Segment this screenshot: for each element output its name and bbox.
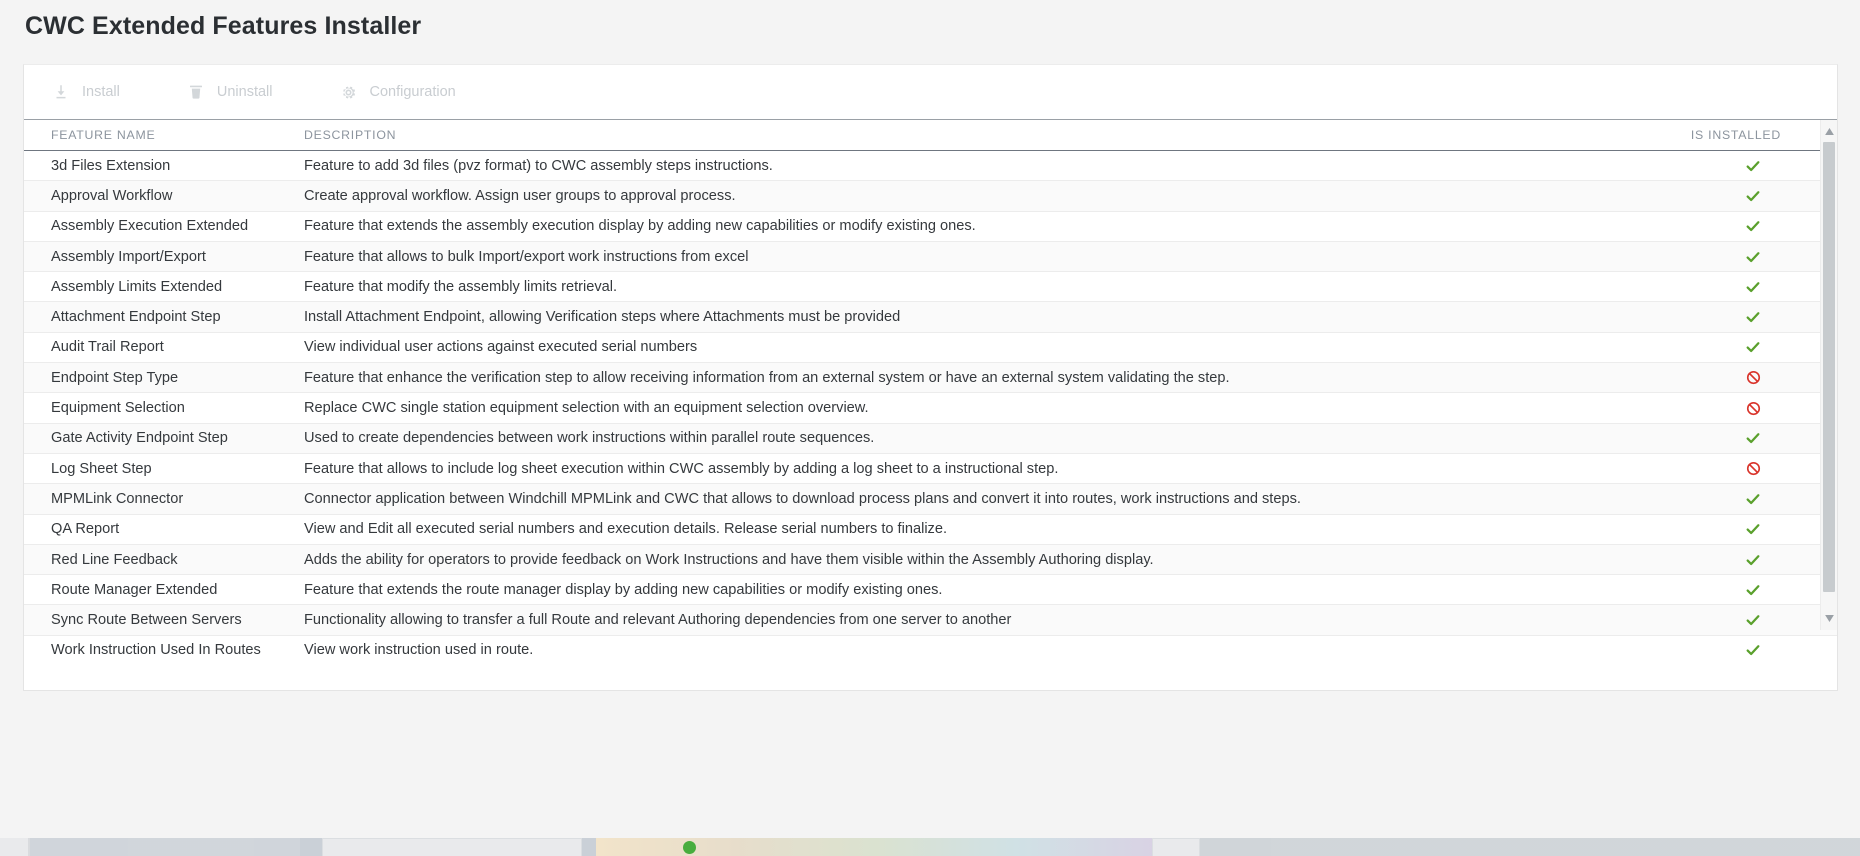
cell-description: Adds the ability for operators to provide feedback on Work Instructions and have them visible within the Assembly Authoring display. [304,551,1154,568]
cell-is-installed [1669,309,1837,325]
cell-feature-name: Assembly Execution Extended [51,218,249,235]
triangle-down-icon[interactable] [1821,610,1838,627]
cell-description: Functionality allowing to transfer a full Route and relevant Authoring dependencies from one server to another [304,612,1012,629]
cell-feature-name: QA Report [51,521,120,538]
check-icon [1745,188,1761,204]
cell-is-installed [1669,249,1837,265]
cell-is-installed [1669,218,1837,234]
install-button[interactable] [51,82,120,102]
check-icon [1745,582,1761,598]
cell-is-installed [1669,461,1837,476]
table-row[interactable] [24,424,1837,454]
check-icon [1745,339,1761,355]
cell-feature-name: Assembly Limits Extended [51,278,223,295]
blocked-icon [1746,401,1761,416]
cell-feature-name: Sync Route Between Servers [51,612,242,629]
cell-feature-name: Route Manager Extended [51,581,218,598]
cell-description: View work instruction used in route. [304,642,534,659]
cell-description: Feature that extends the route manager display by adding new capabilities or modify existing ones. [304,581,943,598]
table-row[interactable] [24,393,1837,423]
check-icon [1745,491,1761,507]
table-row[interactable] [24,212,1837,242]
cell-feature-name: Audit Trail Report [51,339,164,356]
cell-description: Connector application between Windchill MPMLink and CWC that allows to download process plans and convert it into routes, work instructions and steps. [304,490,1301,507]
cell-is-installed [1669,370,1837,385]
cell-description: Feature that enhance the verification step to allow receiving information from an external system or have an external system validating the step. [304,369,1230,386]
cell-feature-name: Attachment Endpoint Step [51,309,221,326]
cell-description: View and Edit all executed serial numbers and execution details. Release serial numbers to finalize. [304,521,948,538]
taskbar-gradient [596,838,1156,856]
configuration-button-label: Configuration [369,83,456,100]
table-row[interactable] [24,454,1837,484]
cell-feature-name: Endpoint Step Type [51,369,179,386]
cell-feature-name: Equipment Selection [51,400,185,417]
column-header-is-installed: IS INSTALLED [1690,128,1781,142]
table-row[interactable] [24,181,1837,211]
column-header-description: DESCRIPTION [304,128,397,142]
check-icon [1745,612,1761,628]
cell-feature-name: Approval Workflow [51,187,173,204]
taskbar-status-dot [683,841,696,854]
check-icon [1745,642,1761,658]
cell-is-installed [1669,401,1837,416]
cell-description: Replace CWC single station equipment selection with an equipment selection overview. [304,400,869,417]
check-icon [1745,249,1761,265]
cell-description: Used to create dependencies between work instructions within parallel route sequences. [304,430,875,447]
cell-feature-name: Gate Activity Endpoint Step [51,430,228,447]
table-row[interactable] [24,151,1837,181]
column-header-feature-name: FEATURE NAME [51,128,156,142]
action-toolbar [24,65,1837,119]
page-title: CWC Extended Features Installer [25,12,422,40]
table-body [24,151,1837,661]
cell-is-installed [1669,612,1837,628]
blocked-icon [1746,461,1761,476]
check-icon [1745,521,1761,537]
cell-feature-name: 3d Files Extension [51,157,171,174]
table-row[interactable] [24,242,1837,272]
cell-feature-name: Work Instruction Used In Routes [51,642,261,659]
trash-icon [186,82,206,102]
cell-is-installed [1669,339,1837,355]
check-icon [1745,279,1761,295]
check-icon [1745,309,1761,325]
table-row[interactable] [24,636,1837,661]
table-row[interactable] [24,515,1837,545]
check-icon [1745,158,1761,174]
table-row[interactable] [24,302,1837,332]
desktop-taskbar-strip [0,838,1860,856]
cell-is-installed [1669,430,1837,446]
cell-feature-name: MPMLink Connector [51,490,184,507]
cell-feature-name: Red Line Feedback [51,551,178,568]
blocked-icon [1746,370,1761,385]
installer-card [23,64,1838,691]
check-icon [1745,218,1761,234]
gear-icon [339,82,359,102]
cell-feature-name: Assembly Import/Export [51,248,206,265]
cell-feature-name: Log Sheet Step [51,460,152,477]
taskbar-tray-button[interactable] [1152,838,1200,856]
cell-description: Feature that extends the assembly execution display by adding new capabilities or modify existing ones. [304,218,976,235]
download-icon [51,82,71,102]
cell-description: Feature that allows to include log sheet execution within CWC assembly by adding a log sheet to a instructional step. [304,460,1059,477]
table-header-row [24,120,1837,151]
install-button-label: Install [82,83,120,100]
cell-description: View individual user actions against executed serial numbers [304,339,698,356]
cell-is-installed [1669,279,1837,295]
uninstall-button[interactable] [186,82,273,102]
cell-is-installed [1669,521,1837,537]
triangle-up-icon[interactable] [1821,123,1838,140]
vertical-scrollbar[interactable] [1820,120,1837,630]
cell-is-installed [1669,552,1837,568]
table-row[interactable] [24,484,1837,514]
cell-description: Create approval workflow. Assign user groups to approval process. [304,187,736,204]
cell-description: Install Attachment Endpoint, allowing Verification steps where Attachments must be provided [304,309,901,326]
cell-is-installed [1669,642,1837,658]
table-row[interactable] [24,545,1837,575]
cell-description: Feature that allows to bulk Import/export work instructions from excel [304,248,749,265]
taskbar-window-button[interactable] [322,838,582,856]
uninstall-button-label: Uninstall [216,83,273,100]
taskbar-start-area[interactable] [0,838,28,856]
cell-is-installed [1669,188,1837,204]
check-icon [1745,430,1761,446]
table-row[interactable] [24,272,1837,302]
features-table [24,119,1837,661]
cell-description: Feature to add 3d files (pvz format) to CWC assembly steps instructions. [304,157,773,174]
cell-is-installed [1669,158,1837,174]
table-row[interactable] [24,575,1837,605]
check-icon [1745,552,1761,568]
cell-description: Feature that modify the assembly limits retrieval. [304,278,618,295]
table-row[interactable] [24,333,1837,363]
cell-is-installed [1669,582,1837,598]
configuration-button[interactable] [339,82,456,102]
scrollbar-thumb[interactable] [1823,142,1835,592]
table-row[interactable] [24,605,1837,635]
table-row[interactable] [24,363,1837,393]
cell-is-installed [1669,491,1837,507]
